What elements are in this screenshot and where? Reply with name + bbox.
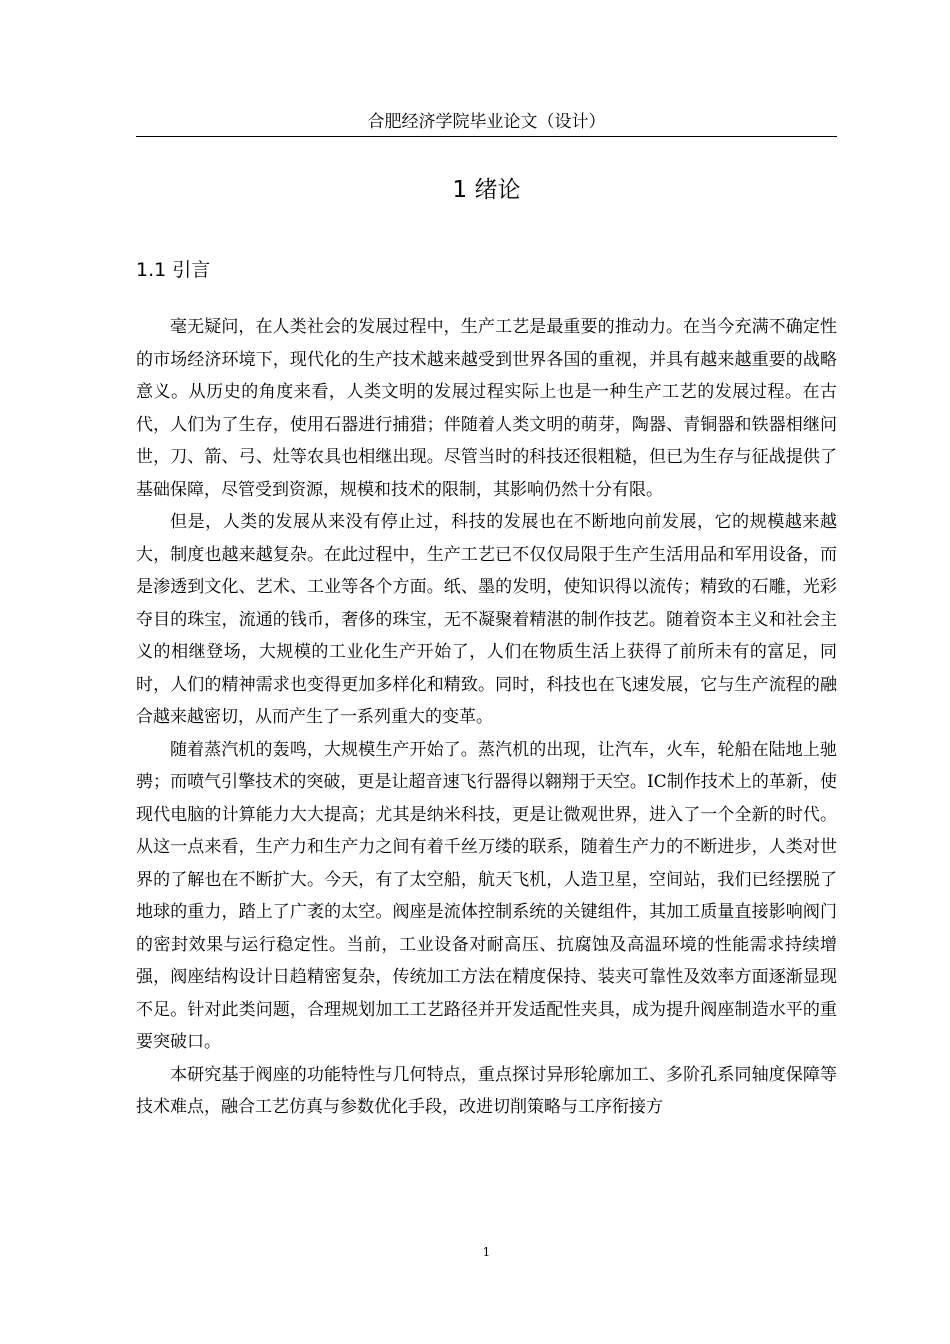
paragraph: 毫无疑问，在人类社会的发展过程中，生产工艺是最重要的推动力。在当今充满不确定性的市场经济环境下，现代化的生产技术越来越受到世界各国的重视，并具有越来越重要的战略意义。从历史的角度来看，人类文明的发展过程实际上也是一种生产工艺的发展过程。在古代，人们为了生存，使用石器进行捕猎；伴随着人类文明的萌芽，陶器、青铜器和铁器相继问世，刀、箭、弓、灶等农具也相继出现。尽管当时的科技还很粗糙，但已为生存与征战提供了基础保障，尽管受到资源，规模和技术的限制，其影响仍然十分有限。 [136, 317, 837, 500]
running-header: 合肥经济学院毕业论文（设计） [367, 112, 606, 132]
section-title: 1.1 引言 [136, 259, 211, 281]
paragraph: 随着蒸汽机的轰鸣，大规模生产开始了。蒸汽机的出现，让汽车，火车，轮船在陆地上驰骋；而喷气引擎技术的突破，更是让超音速飞行器得以翱翔于天空。IC制作技术上的革新，使现代电脑的计算能力大大提高；尤其是纳米科技，更是让微观世界，进入了一个全新的时代。从这一点来看，生产力和生产力之间有着千丝万缕的联系，随着生产力的不断进步，人类对世界的了解也在不断扩大。今天，有了太空船，航天飞机，人造卫星，空间站，我们已经摆脱了地球的重力，踏上了广袤的太空。阀座是流体控制系统的关键组件，其加工质量直接影响阀门的密封效果与运行稳定性。当前，工业设备对耐高压、抗腐蚀及高温环境的性能需求持续增强，阀座结构设计日趋精密复杂，传统加工方法在精度保持、装夹可靠性及效率方面逐渐显现不足。针对此类问题，合理规划加工工艺路径并开发适配性夹具，成为提升阀座制造水平的重要突破口。 [136, 739, 837, 1052]
paragraph: 但是，人类的发展从来没有停止过，科技的发展也在不断地向前发展，它的规模越来越大，制度也越来越复杂。在此过程中，生产工艺已不仅仅局限于生产生活用品和军用设备，而是渗透到文化、艺术、工业等各个方面。纸、墨的发明，使知识得以流传；精致的石雕，光彩夺目的珠宝，流通的钱币，奢侈的珠宝，无不凝聚着精湛的制作技艺。随着资本主义和社会主义的相继登场，大规模的工业化生产开始了，人们在物质生活上获得了前所未有的富足，同时，人们的精神需求也变得更加多样化和精致。同时，科技也在飞速发展，它与生产流程的融合越来越密切，从而产生了一系列重大的变革。 [136, 512, 837, 727]
chapter-title: 1 绪论 [452, 177, 521, 203]
page-number: 1 [482, 1245, 491, 1259]
header-divider [136, 136, 837, 137]
body-text [136, 311, 837, 1124]
paragraph: 本研究基于阀座的功能特性与几何特点，重点探讨异形轮廓加工、多阶孔系同轴度保障等技术难点，融合工艺仿真与参数优化手段，改进切削策略与工序衔接方 [136, 1064, 837, 1117]
